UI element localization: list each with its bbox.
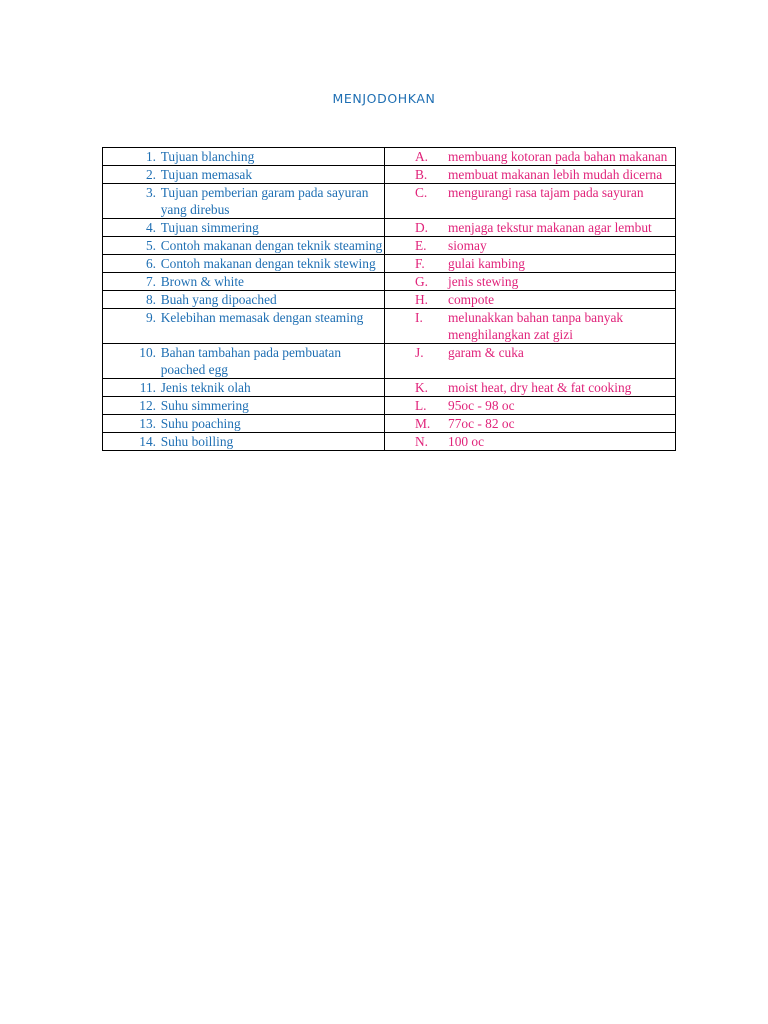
question-number: 1. [145,149,156,164]
table-row [103,397,676,415]
table-row [103,148,676,166]
question-cell [103,237,385,255]
answer-text: compote [448,292,495,307]
answer-text: menjaga tekstur makanan agar lembut [448,220,652,235]
question-cell [103,148,385,166]
question-number: 5. [145,238,156,253]
question-text: Kelebihan memasak dengan steaming [160,310,364,325]
answer-letter: J. [415,345,424,360]
answer-letter: K. [415,380,429,395]
answer-letter: G. [415,274,429,289]
answer-cell [385,379,676,397]
answer-text: moist heat, dry heat & fat cooking [448,380,632,395]
answer-letter: B. [415,167,428,182]
question-text: Suhu simmering [160,398,249,413]
answer-letter: M. [415,416,431,431]
matching-table [102,147,676,451]
table-row [103,379,676,397]
question-number: 14. [139,434,156,449]
table-row [103,433,676,451]
answer-cell [385,397,676,415]
answer-cell [385,344,676,379]
answer-letter: L. [415,398,427,413]
answer-text: gulai kambing [448,256,525,271]
question-text: Tujuan memasak [160,167,253,182]
answer-cell [385,219,676,237]
question-number: 4. [145,220,156,235]
table-row [103,255,676,273]
table-row [103,309,676,344]
table-row [103,237,676,255]
question-number: 10. [139,345,156,360]
table-row [103,291,676,309]
question-text: Jenis teknik olah [160,380,251,395]
answer-text: membuang kotoran pada bahan makanan [448,149,668,164]
table-row [103,166,676,184]
question-cell [103,255,385,273]
answer-text: garam & cuka [448,345,524,360]
page-title: MENJODOHKAN [332,91,436,106]
answer-letter: I. [415,310,423,325]
answer-letter: A. [415,149,429,164]
question-number: 2. [145,167,156,182]
answer-text: siomay [448,238,487,253]
question-text: Tujuan simmering [160,220,259,235]
answer-text: membuat makanan lebih mudah dicerna [448,167,663,182]
table-row [103,273,676,291]
question-cell [103,379,385,397]
question-cell [103,309,385,344]
question-number: 6. [145,256,156,271]
question-number: 7. [145,274,156,289]
question-text: Tujuan blanching [160,149,255,164]
answer-text: mengurangi rasa tajam pada sayuran [448,185,644,200]
answer-letter: H. [415,292,429,307]
answer-text: jenis stewing [448,274,519,289]
answer-cell [385,433,676,451]
answer-text: 77oc - 82 oc [448,416,515,431]
table-row [103,344,676,379]
answer-cell [385,415,676,433]
question-cell [103,415,385,433]
answer-text: 95oc - 98 oc [448,398,515,413]
answer-cell [385,255,676,273]
question-number: 9. [145,310,156,325]
answer-cell [385,309,676,344]
answer-letter: F. [415,256,425,271]
question-text: Bahan tambahan pada pembuatan poached egg [160,345,342,377]
question-cell [103,344,385,379]
question-text: Contoh makanan dengan teknik stewing [160,256,376,271]
question-cell [103,184,385,219]
question-text: Suhu poaching [160,416,241,431]
question-text: Brown & white [160,274,244,289]
answer-cell [385,148,676,166]
answer-cell [385,291,676,309]
question-number: 13. [139,416,156,431]
answer-letter: E. [415,238,427,253]
table-row [103,219,676,237]
question-number: 3. [145,185,156,200]
answer-letter: D. [415,220,429,235]
answer-text: 100 oc [448,434,485,449]
question-cell [103,273,385,291]
answer-text: melunakkan bahan tanpa banyak menghilangkan zat gizi [448,310,624,342]
question-cell [103,433,385,451]
answer-cell [385,184,676,219]
answer-cell [385,166,676,184]
answer-cell [385,273,676,291]
question-text: Suhu boilling [160,434,234,449]
answer-cell [385,237,676,255]
table-row [103,415,676,433]
table-row [103,184,676,219]
question-cell [103,166,385,184]
question-number: 8. [145,292,156,307]
question-text: Contoh makanan dengan teknik steaming [160,238,383,253]
question-text: Tujuan pemberian garam pada sayuran yang direbus [160,185,369,217]
answer-letter: N. [415,434,429,449]
question-text: Buah yang dipoached [160,292,277,307]
question-cell [103,397,385,415]
question-cell [103,219,385,237]
question-cell [103,291,385,309]
question-number: 12. [139,398,156,413]
answer-letter: C. [415,185,428,200]
question-number: 11. [139,380,156,395]
